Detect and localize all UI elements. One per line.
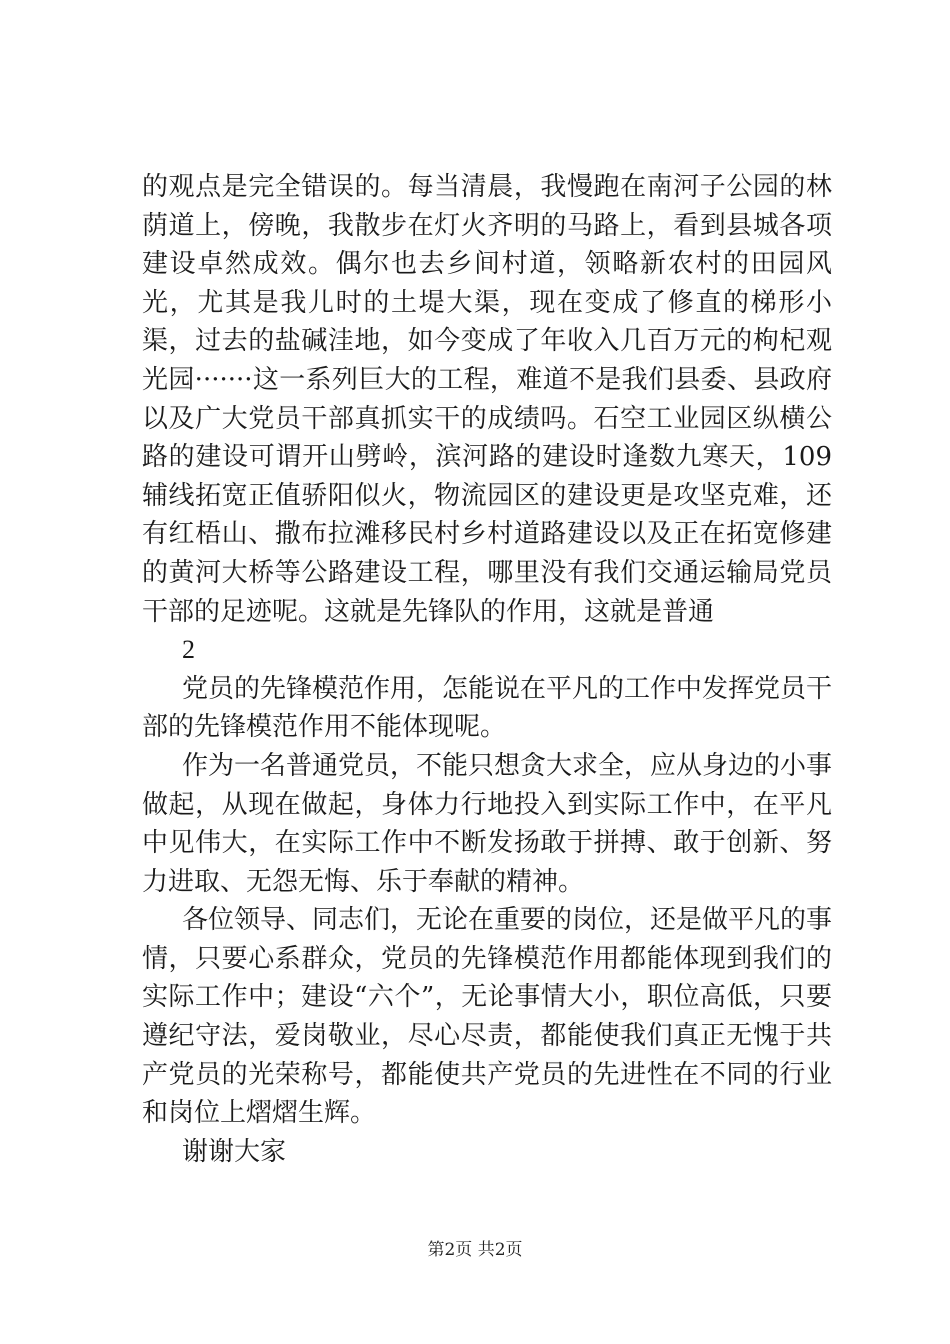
paragraph-thanks: 谢谢大家 xyxy=(182,1136,287,1167)
paragraph-address-leaders: 各位领导、同志们，无论在重要的岗位，还是做平凡的事情，只要心系群众，党员的先锋模范作用都能体现到我们的实际工作中；建设“六个”，无论事情大小，职位高低，只要遵纪守法，爱岗敬业，尽心尽责，都能使我们真正无愧于共产党员的光荣称号，都能使共产党员的先进性在不同的行业和岗位上熠熠生辉。 xyxy=(142,905,833,1129)
paragraph-ordinary-member: 作为一名普通党员，不能只想贪大求全，应从身边的小事做起，从现在做起，身体力行地投入到实际工作中，在平凡中见伟大，在实际工作中不断发扬敢于拼搏、敢于创新、努力进取、无怨无悔、乐于奉献的精神。 xyxy=(142,750,833,897)
page-footer: 第2页 共2页 xyxy=(427,1240,523,1260)
paragraph-continuation: 的观点是完全错误的。每当清晨，我慢跑在南河子公园的林荫道上，傍晚，我散步在灯火齐明的马路上，看到县城各项建设卓然成效。偶尔也去乡间村道，领略新农村的田园风光，尤其是我儿时的土堤大渠，现在变成了修直的梯形小渠，过去的盐碱洼地，如今变成了年收入几百万元的枸杞观光园·······这一系列巨大的工程，难道不是我们县委、县政府以及广大党员干部真抓实干的成绩吗。石空工业园区纵横公路的建设可谓开山劈岭，滨河路的建设时逢数九寒天，109辅线拓宽正值骄阳似火，物流园区的建设更是攻坚克难，还有红梧山、撒布拉滩移民村乡村道路建设以及正在拓宽修建的黄河大桥等公路建设工程，哪里没有我们交通运输局党员干部的足迹呢。这就是先锋队的作用，这就是普通 xyxy=(142,172,832,627)
document-body xyxy=(142,168,832,1171)
paragraph-vanguard-role: 党员的先锋模范作用，怎能说在平凡的工作中发挥党员干部的先锋模范作用不能体现呢。 xyxy=(142,673,833,743)
inline-page-number: 2 xyxy=(182,635,195,665)
